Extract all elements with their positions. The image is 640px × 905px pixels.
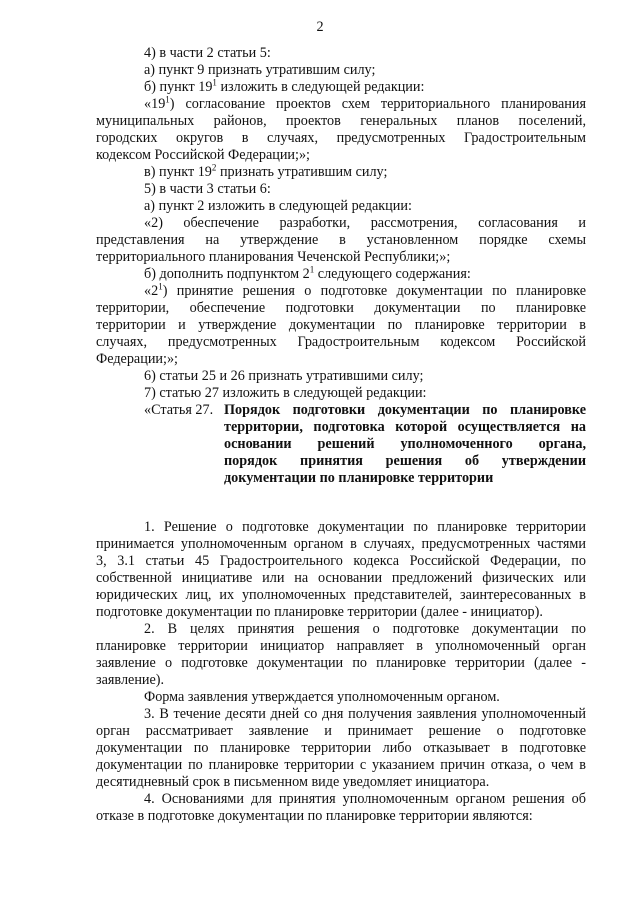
article-title-line: документации по планировке территории [224, 470, 494, 486]
text-line: «$19^1$) согласование проектов схем территориального планирования [144, 94, 586, 112]
text-line: принимается уполномоченным органом в случаях, предусмотренных частями [96, 536, 586, 552]
article-title-line: Порядок подготовки документации по планировке [224, 402, 586, 418]
text-line: в) пункт $19^2$ признать утратившим силу; [144, 162, 388, 180]
text-line: десятидневный срок в письменном виде уведомляет инициатора. [96, 774, 490, 790]
text-line: отказе в подготовке документации по планировке территории являются: [96, 808, 533, 824]
text-line: 6) статьи 25 и 26 признать утратившими силу; [144, 368, 424, 384]
article-title-line: порядок принятия решения об утверждении [224, 453, 586, 469]
text-line: планировке территории инициатор направляет в уполномоченный орган [96, 638, 586, 654]
text-line: 4. Основаниями для принятия уполномоченным органом решения об [144, 791, 586, 807]
text-line: кодексом Российской Федерации;»; [96, 147, 311, 163]
text-line: 5) в части 3 статьи 6: [144, 181, 271, 197]
text-line: юридических лиц, их уполномоченных представителей, заинтересованных в [96, 587, 586, 603]
text-line: 2. В целях принятия решения о подготовке документации по [144, 621, 586, 637]
text-line: б) дополнить подпунктом $2^1$ следующего содержания: [144, 264, 471, 282]
text-line: документации по планировке территории либо отказывает в подготовке [96, 740, 586, 756]
text-line: территориального планирования Чеченской Республики;»; [96, 249, 451, 265]
text-line: городских округов в случаях, предусмотренных Градостроительным [96, 130, 586, 146]
text-line: муниципальных районов, проектов генеральных планов поселений, [96, 113, 586, 129]
article-title-line: территории, подготовка которой осуществляется на [224, 419, 586, 435]
text-line: 3. В течение десяти дней со дня получения заявления уполномоченный [144, 706, 586, 722]
article-title-line: основании решений уполномоченного органа, [224, 436, 586, 452]
text-line: а) пункт 9 признать утратившим силу; [144, 62, 376, 78]
text-line: территории, обеспечение подготовки документации по планировке [96, 300, 586, 316]
text-line: «$2^1$) принятие решения о подготовке документации по планировке [144, 281, 586, 299]
text-line: собственной инициативе или на основании предложений физических или [96, 570, 586, 586]
text-line: 1. Решение о подготовке документации по планировке территории [144, 519, 586, 535]
text-line: документации по планировке территории с указанием причин отказа, о чем в [96, 757, 586, 773]
text-line: заявление о подготовке документации по планировке территории (далее - [96, 655, 586, 671]
text-line: орган рассматривает заявление и принимает решение о подготовке [96, 723, 586, 739]
text-line: подготовке документации по планировке территории (далее - инициатор). [96, 604, 543, 620]
text-line: 3, 3.1 статьи 45 Градостроительного кодекса Российской Федерации, по [96, 553, 586, 569]
article-label: «Статья 27. [144, 402, 214, 418]
text-line: заявление). [96, 672, 165, 688]
text-line: 7) статью 27 изложить в следующей редакции: [144, 385, 427, 401]
text-line: «2) обеспечение разработки, рассмотрения, согласования и [144, 215, 586, 231]
text-line: а) пункт 2 изложить в следующей редакции: [144, 198, 412, 214]
text-line: Форма заявления утверждается уполномоченным органом. [144, 689, 500, 705]
text-line: Федерации;»; [96, 351, 178, 367]
text-line: представления на утверждение в установленном порядке схемы [96, 232, 586, 248]
page-number: 2 [316, 19, 324, 35]
text-line: случаях, предусмотренных Градостроительным кодексом Российской [96, 334, 586, 350]
text-line: 4) в части 2 статьи 5: [144, 45, 271, 61]
text-line: б) пункт $19^1$ изложить в следующей редакции: [144, 77, 425, 95]
text-line: территории и утверждение документации по планировке территории в [96, 317, 586, 333]
